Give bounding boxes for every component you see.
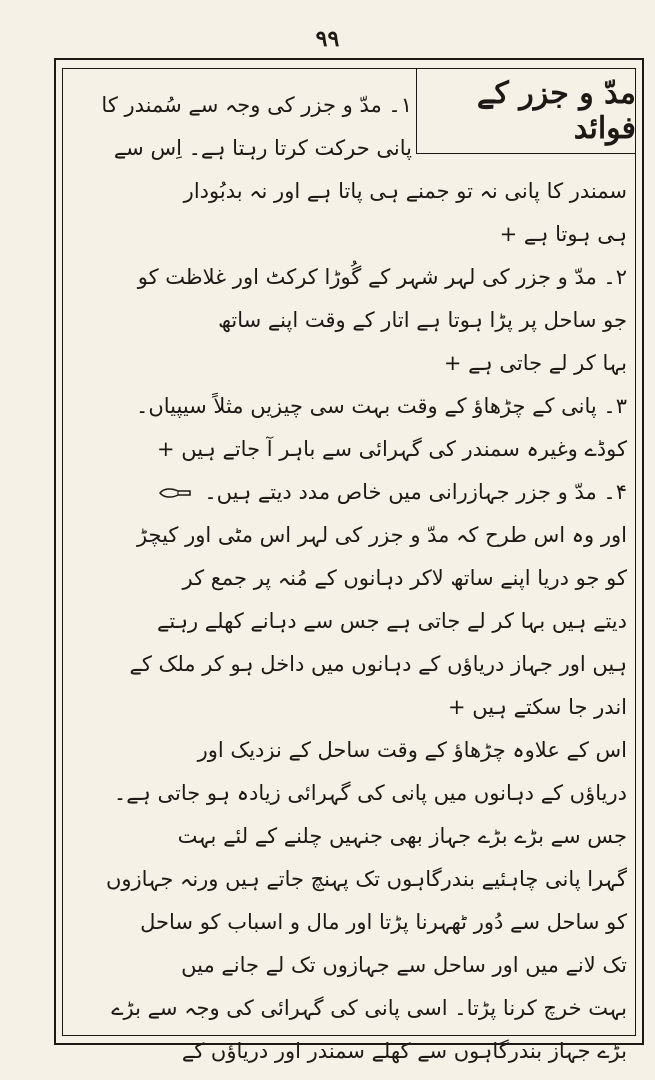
text-line: پانی حرکت کرتا رہتا ہے۔ اِس سے — [113, 136, 412, 160]
paragraph-intro — [82, 84, 412, 170]
text-line: بہا کر لے جاتی ہے + — [443, 351, 627, 375]
text-line: بہت خرچ کرنا پڑتا۔ اسی پانی کی گہرائی کی وجہ سے بڑے — [111, 996, 627, 1020]
section-heading: مدّ و جزر کے فوائد — [416, 68, 636, 154]
text-line: دیتے ہیں بہا کر لے جاتی ہے جس سے دہانے کھلے رہتے — [157, 609, 627, 633]
text-line: اندر جا سکتے ہیں + — [448, 695, 627, 719]
text-line: کو ساحل سے دُور ٹھہرنا پڑتا اور مال و اسباب کو ساحل — [140, 910, 627, 934]
pointing-hand-icon — [158, 485, 192, 501]
page-number: ۹۹ — [315, 26, 340, 52]
point-4-line — [72, 471, 627, 514]
text-line: کو جو دریا اپنے ساتھ لاکر دہانوں کے مُنہ پر جمع کر — [182, 566, 627, 590]
text-line: اس کے علاوہ چڑھاؤ کے وقت ساحل کے نزدیک اور — [197, 738, 627, 762]
text-line: جس سے بڑے بڑے جہاز بھی جنہیں چلنے کے لئے بہت — [177, 824, 627, 848]
text-line: تک لانے میں اور ساحل سے جہازوں تک لے جانے میں — [181, 953, 627, 977]
text-line: اور وہ اس طرح کہ مدّ و جزر کی لہر اس مٹی اور کیچڑ — [136, 523, 627, 547]
text-line: بڑے جہاز بندرگاہوں سے کھلے سمندر اور دریاؤں کے — [181, 1039, 627, 1063]
text-line: گہرا پانی چاہئیے بندرگاہوں تک پہنچ جاتے ہیں ورنہ جہازوں — [105, 867, 627, 891]
text-line: ۳۔ پانی کے چڑھاؤ کے وقت بہت سی چیزیں مثلاً سیپیاں۔ — [136, 394, 627, 418]
text-line: دریاؤں کے دہانوں میں پانی کی گہرائی زیادہ ہو جاتی ہے۔ — [113, 781, 627, 805]
text-line: ہی ہوتا ہے + — [499, 222, 627, 246]
text-line: جو ساحل پر پڑا ہوتا ہے اتار کے وقت اپنے ساتھ — [218, 308, 627, 332]
text-line: ہیں اور جہاز دریاؤں کے دہانوں میں داخل ہو کر ملک کے — [129, 652, 627, 676]
text-line: ۱۔ مدّ و جزر کی وجہ سے سُمندر کا — [101, 93, 412, 117]
paragraph-body — [72, 170, 627, 1073]
text-line: ۲۔ مدّ و جزر کی لہر شہر کے گُوڑا کرکٹ اور غلاظت کو — [137, 265, 627, 289]
text-line: کوڈے وغیرہ سمندر کی گہرائی سے باہر آ جاتے ہیں + — [156, 437, 627, 461]
text-line: سمندر کا پانی نہ تو جمنے ہی پاتا ہے اور نہ بدبُودار — [183, 179, 627, 203]
text-line: ۴۔ مدّ و جزر جہازرانی میں خاص مدد دیتے ہیں۔ — [204, 480, 627, 504]
